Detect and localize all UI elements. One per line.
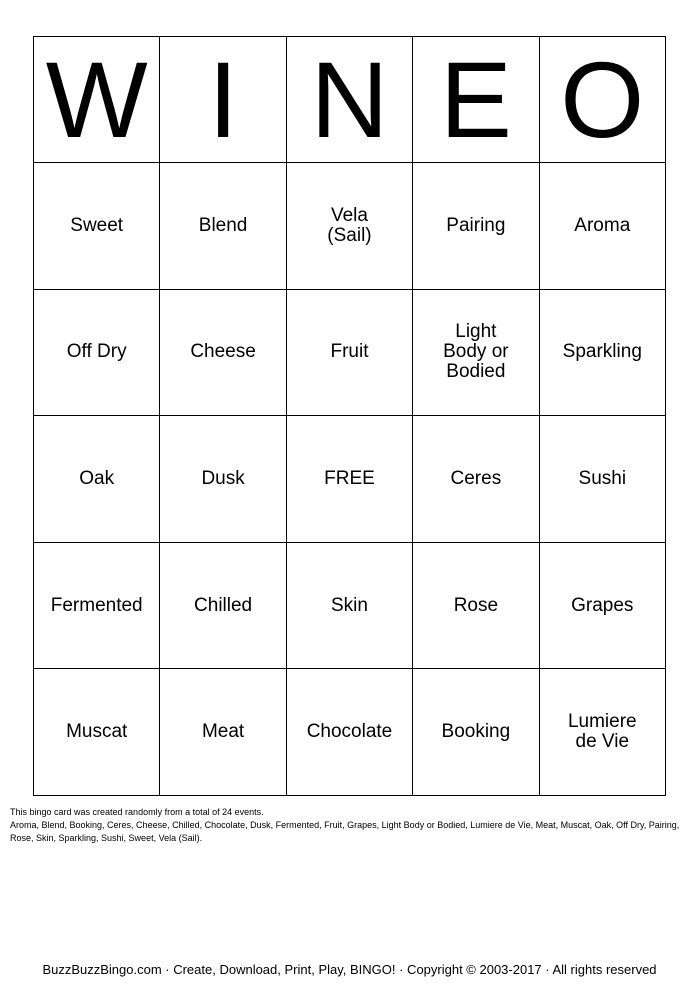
- card-cell: Off Dry: [34, 289, 160, 416]
- card-cell: Blend: [160, 163, 286, 290]
- header-letter-w: W: [34, 37, 160, 163]
- card-cell: Fruit: [286, 289, 412, 416]
- footer: BuzzBuzzBingo.com · Create, Download, Print, Play, BINGO! · Copyright © 2003-2017 · All rights reserved: [42, 962, 657, 977]
- card-cell: Cheese: [160, 289, 286, 416]
- card-cell: Oak: [34, 416, 160, 543]
- card-row: [34, 163, 666, 290]
- card-row: [34, 416, 666, 543]
- card-cell: Light Body or Bodied: [413, 289, 539, 416]
- card-row: [34, 669, 666, 796]
- card-cell: Rose: [413, 542, 539, 669]
- card-cell: Skin: [286, 542, 412, 669]
- header-letter-i: I: [160, 37, 286, 163]
- card-row: [34, 289, 666, 416]
- header-letter-n: N: [286, 37, 412, 163]
- card-cell: Grapes: [539, 542, 665, 669]
- card-cell: Ceres: [413, 416, 539, 543]
- card-cell: Lumiere de Vie: [539, 669, 665, 796]
- card-cell: Dusk: [160, 416, 286, 543]
- card-info-summary: This bingo card was created randomly from a total of 24 events.: [10, 807, 264, 817]
- card-row: [34, 542, 666, 669]
- header-letter-o: O: [539, 37, 665, 163]
- free-space-cell: FREE: [286, 416, 412, 543]
- card-cell: Aroma: [539, 163, 665, 290]
- card-cell: Vela (Sail): [286, 163, 412, 290]
- card-cell: Booking: [413, 669, 539, 796]
- card-cell: Sweet: [34, 163, 160, 290]
- card-cell: Sushi: [539, 416, 665, 543]
- card-cell: Fermented: [34, 542, 160, 669]
- card-cell: Pairing: [413, 163, 539, 290]
- header-row: [34, 37, 666, 163]
- card-cell: Chilled: [160, 542, 286, 669]
- card-cell: Sparkling: [539, 289, 665, 416]
- card-info-event-list: Aroma, Blend, Booking, Ceres, Cheese, Chilled, Chocolate, Dusk, Fermented, Fruit, Grapes, Light Body or Bodied, Lumiere de Vie, Meat, Muscat, Oak, Off Dry, Pairing, Rose, Skin, Sparkling, Sushi, Sweet, Vela (Sail).: [10, 820, 680, 843]
- card-cell: Chocolate: [286, 669, 412, 796]
- bingo-card: [33, 36, 666, 796]
- card-cell: Muscat: [34, 669, 160, 796]
- card-cell: Meat: [160, 669, 286, 796]
- header-letter-e: E: [413, 37, 539, 163]
- card-info: [10, 806, 690, 845]
